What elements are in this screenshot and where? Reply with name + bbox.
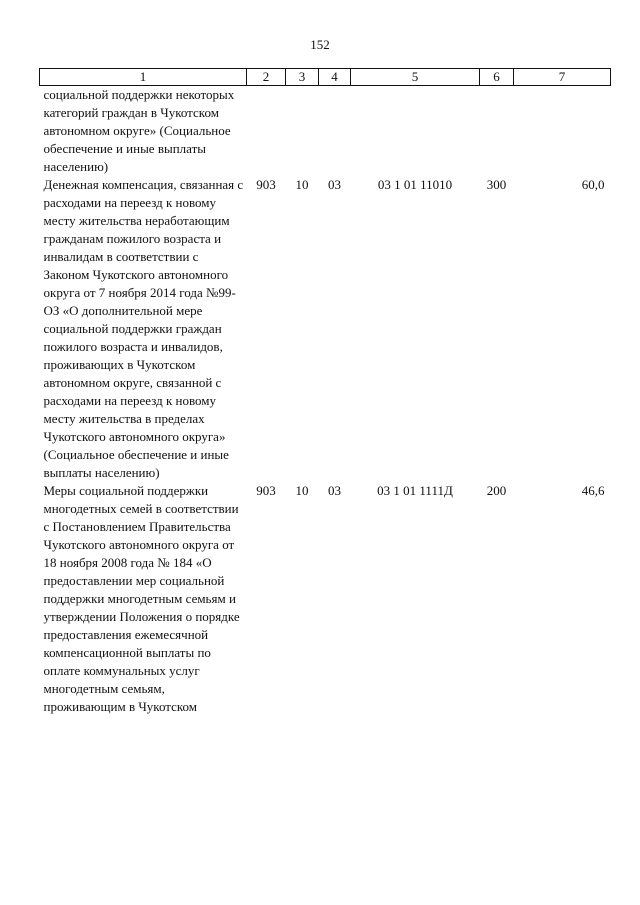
header-col-4: 4 [319, 69, 351, 86]
row-expense-type: 200 [486, 483, 507, 498]
row-target-article: 03 1 01 1111Д [377, 483, 453, 498]
row-ministry-code: 903 [256, 177, 276, 192]
table-body [40, 86, 611, 717]
row-amount: 46,6 [581, 483, 605, 498]
header-col-3: 3 [286, 69, 319, 86]
row-section-code: 10 [295, 177, 309, 192]
page-number: 152 [310, 37, 330, 52]
table-row [40, 176, 611, 482]
row-name: Денежная компенсация, связанная с расходами на переезд к новому месту жительства неработающим гражданам пожилого возраста и инвалидам в соответствии с Законом Чукотского автономного округа от 7 ноября 2014 года №99-ОЗ «О дополнительной мере социальной поддержки граждан пожилого возраста и инвалидов, проживающих в Чукотском автономном округе, связанной с расходами на переезд к новому месту жительства в пределах Чукотского автономного округа» (Социальное обеспечение и иные выплаты населению) [43, 177, 244, 480]
budget-table [39, 68, 611, 716]
row-amount: 60,0 [581, 177, 605, 192]
row-expense-type: 300 [486, 177, 507, 192]
row-name: Меры социальной поддержки многодетных семей в соответствии с Постановлением Правительства Чукотского автономного округа от 18 ноября 2008 года № 184 «О предоставлении мер социальной поддержки многодетным семьям и утверждении Положения о порядке предоставления ежемесячной компенсационной выплаты по оплате коммунальных услуг многодетным семьям, проживающим в Чукотском [43, 483, 240, 714]
row-section-code: 10 [295, 483, 309, 498]
row-ministry-code [247, 86, 286, 177]
header-col-7: 7 [514, 69, 611, 86]
header-col-2: 2 [247, 69, 286, 86]
row-target-article: 03 1 01 11010 [377, 177, 453, 192]
row-subsection-code: 03 [328, 177, 341, 192]
table-row [40, 482, 611, 716]
header-col-6: 6 [480, 69, 514, 86]
row-target-article [351, 86, 480, 177]
row-ministry-code: 903 [256, 483, 276, 498]
row-subsection-code [319, 86, 351, 177]
row-subsection-code: 03 [328, 483, 341, 498]
table-row [40, 86, 611, 177]
header-col-1: 1 [40, 69, 247, 86]
row-amount [514, 86, 611, 177]
header-row [40, 69, 611, 86]
row-name: социальной поддержки некоторых категорий граждан в Чукотском автономном округе» (Социальное обеспечение и иные выплаты населению) [43, 87, 235, 174]
row-section-code [286, 86, 319, 177]
row-expense-type [480, 86, 514, 177]
table-header [40, 69, 611, 86]
header-col-5: 5 [351, 69, 480, 86]
